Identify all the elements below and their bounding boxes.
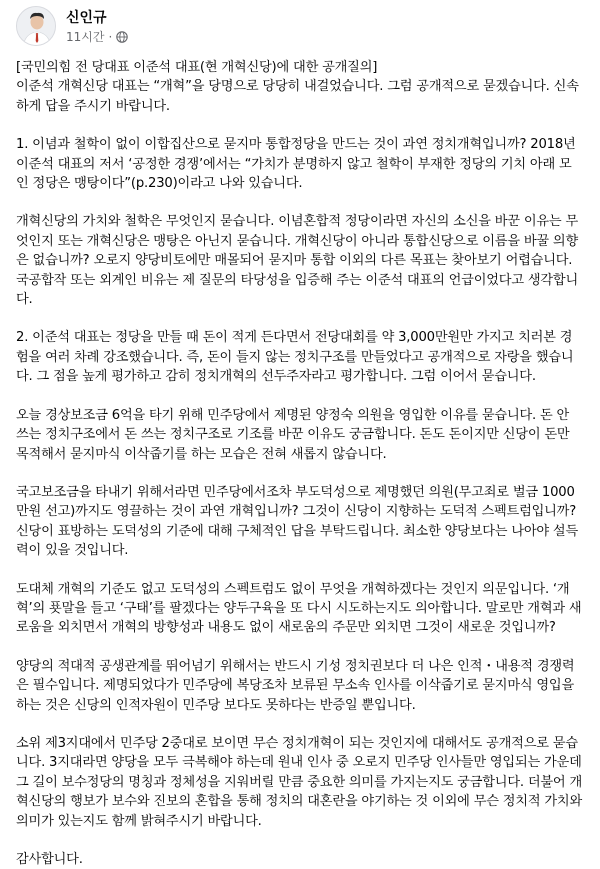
author-avatar[interactable] (16, 6, 56, 46)
post-paragraph: 2. 이준석 대표는 정당을 만들 때 돈이 적게 든다면서 전당대회를 약 3,000만원만 가지고 치러본 경험을 여러 차례 강조했습니다. 즉, 돈이 들지 않는 정치구조를 만들었다고 공개적으로 자랑을 했습니다. 그 점을 높게 평가하고 감히 정치개혁의 선두주자라고 평가합니다. 그럼 이어서 묻습니다. (16, 330, 574, 385)
post-title-line: [국민의힘 전 당대표 이준석 대표(현 개혁신당)에 대한 공개질의] (16, 60, 378, 75)
post-paragraph: 도대체 개혁의 기준도 없고 도덕성의 스펙트럼도 없이 무엇을 개혁하겠다는 것인지 의문입니다. ‘개혁’의 푯말을 들고 ‘구태’를 팔겠다는 양두구육을 또 다시 시도하는지도 의아합니다. 말로만 개혁과 새로움을 외치면서 개혁의 방향성과 내용도 없이 새로움의 주문만 외치면 그것이 새로운 것입니까? (16, 581, 582, 636)
post-paragraph: 국고보조금을 타내기 위해서라면 민주당에서조차 부도덕성으로 제명했던 의원(무고죄로 벌금 1000만원 선고)까지도 영끌하는 것이 과연 개혁입니까? 그것이 신당이 지향하는 도덕적 스펙트럼입니까? 신당이 표방하는 도덕성의 기준에 대해 구체적인 답을 부탁드립니다. 최소한 양당보다는 나아야 설득력이 있을 것입니다. (16, 484, 579, 559)
post-subline (66, 29, 128, 45)
globe-icon (116, 31, 128, 43)
post-closing: 감사합니다. (16, 852, 83, 867)
separator-dot: · (108, 30, 113, 44)
post-paragraph: 개혁신당의 가치와 철학은 무엇인지 묻습니다. 이념혼합적 정당이라면 자신의 소신을 바꾼 이유는 무엇인지 또는 개혁신당은 맹탕은 아닌지 묻습니다. 개혁신당이 아니라 통합신당으로 이름을 바꿀 의향은 없습니까? 오로지 양당비토에만 매몰되어 묻지마 통합 이외의 다른 목표는 찾아보기 어렵습니다. 국공합작 또는 외계인 비유는 제 질문의 타당성을 입증해 주는 이준석 대표의 언급이었다고 생각합니다. (16, 214, 579, 308)
post-body (16, 58, 584, 869)
post-meta (66, 6, 128, 45)
post-paragraph: 소위 제3지대에서 민주당 2중대로 보이면 무슨 정치개혁이 되는 것인지에 대해서도 공개적으로 묻습니다. 3지대라면 양당을 모두 극복해야 하는데 원내 인사 중 오로지 민주당 인사들만 영입되는 가운데 그 길이 보수정당의 명칭과 정체성을 지워버릴 만큼 중요한 의미를 가지는지도 궁금합니다. 더불어 개혁신당의 행보가 보수와 진보의 혼합을 통해 정치의 대혼란을 야기하는 것 이외에 무슨 정치적 가치와 의미가 있는지도 함께 밝혀주시기 바랍니다. (16, 735, 582, 829)
post-paragraph: 양당의 적대적 공생관계를 뛰어넘기 위해서는 반드시 기성 정치권보다 더 나은 인적・내용적 경쟁력은 필수입니다. 제명되었다가 민주당에 복당조차 보류된 무소속 인사를 이삭줍기로 묻지마식 영입을 하는 것은 신당의 인적자원이 민주당 보다도 못하다는 반증일 뿐입니다. (16, 658, 575, 713)
author-name[interactable]: 신인규 (66, 10, 107, 26)
post-header (16, 0, 584, 58)
post-timestamp[interactable]: 11시간 (66, 30, 105, 44)
post-paragraph: 1. 이념과 철학이 없이 이합집산으로 묻지마 통합정당을 만드는 것이 과연 정치개혁입니까? 2018년 이준석 대표의 저서 ‘공정한 경쟁’에서는 “가치가 분명하지 않고 철학이 부재한 정당의 기치 아래 모인 정당은 맹탕이다”(p.230)이라고 나와 있습니다. (16, 137, 576, 192)
post-paragraph: 이준석 개혁신당 대표는 “개혁”을 당명으로 당당히 내걸었습니다. 그럼 공개적으로 묻겠습니다. 신속하게 답을 주시기 바랍니다. (16, 79, 579, 114)
post-paragraph: 오늘 경상보조금 6억을 타기 위해 민주당에서 제명된 양정숙 의원을 영입한 이유를 묻습니다. 돈 안 쓰는 정치구조에서 돈 쓰는 정치구조로 기조를 바꾼 이유도 궁금합니다. 돈도 돈이지만 신당이 돈만 목적해서 묻지마식 이삭줍기를 하는 모습은 전혀 새롭지 않습니다. (16, 407, 570, 462)
profile-photo-icon (17, 7, 56, 46)
